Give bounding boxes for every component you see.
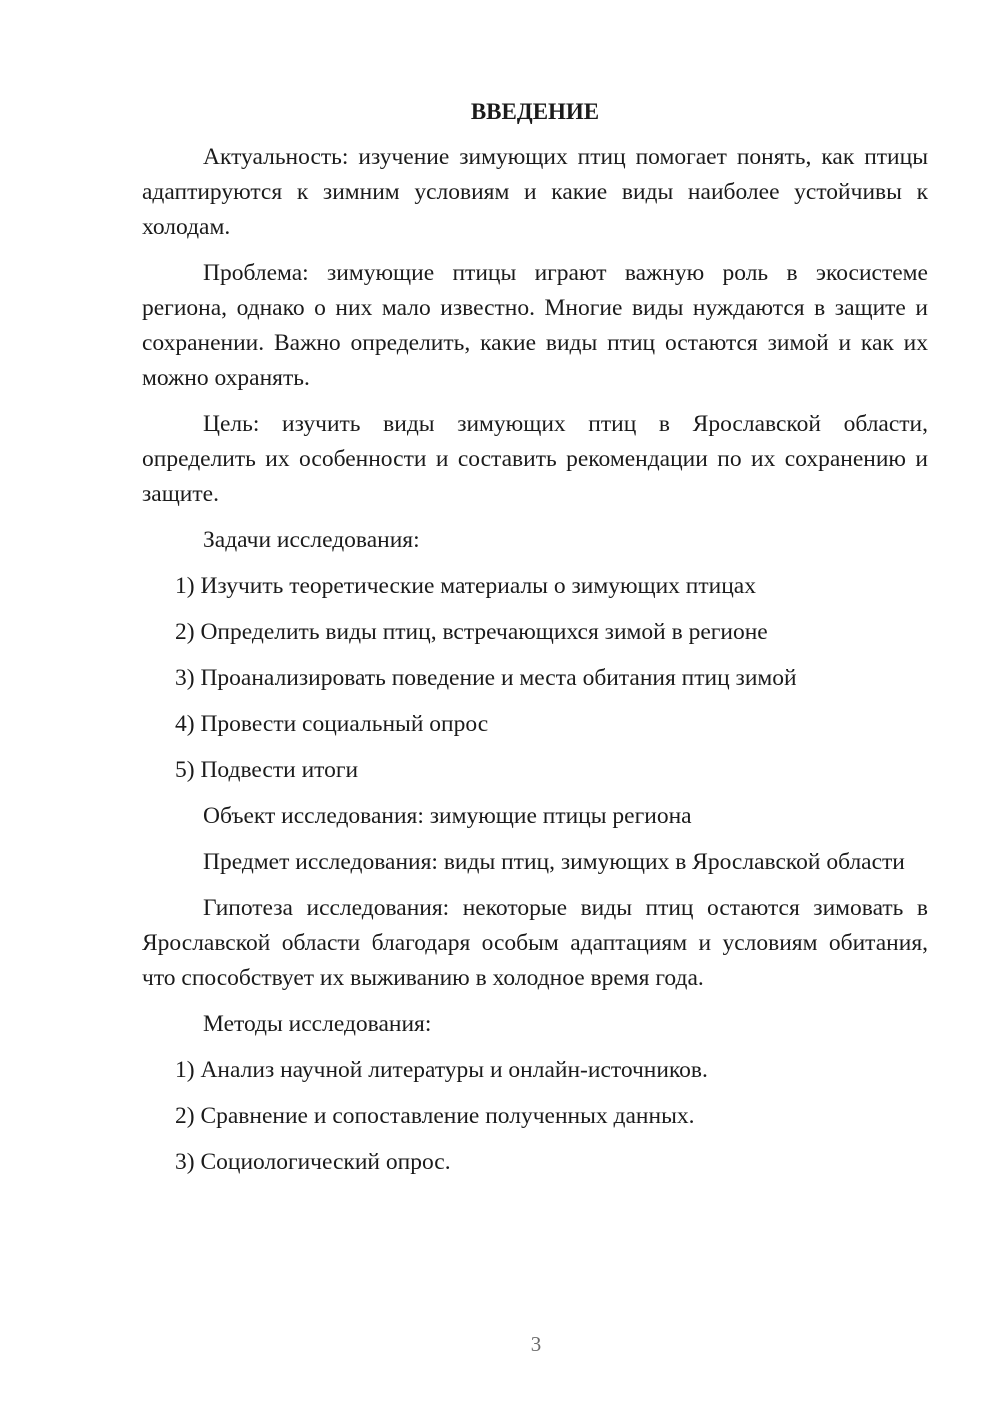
- subject-paragraph: Предмет исследования: виды птиц, зимующих в Ярославской области: [203, 849, 905, 875]
- list-item: 4) Провести социальный опрос: [175, 711, 489, 737]
- methods-list: [142, 1053, 928, 1180]
- tasks-list: [142, 569, 928, 788]
- relevance-paragraph: Актуальность: изучение зимующих птиц помогает понять, как птицы адаптируются к зимним условиям и какие виды наиболее устойчивы к холодам.: [142, 144, 928, 240]
- section-heading: ВВЕДЕНИЕ: [470, 99, 600, 124]
- document-page: [142, 94, 928, 1191]
- problem-paragraph: Проблема: зимующие птицы играют важную роль в экосистеме региона, однако о них мало известно. Многие виды нуждаются в защите и сохранении. Важно определить, какие виды птиц остаются зимой и как их можно охранять.: [142, 260, 928, 391]
- goal-paragraph: Цель: изучить виды зимующих птиц в Ярославской области, определить их особенности и составить рекомендации по их сохранению и защите.: [142, 411, 928, 507]
- list-item: 2) Определить виды птиц, встречающихся зимой в регионе: [175, 619, 768, 645]
- tasks-label: Задачи исследования:: [203, 527, 420, 553]
- list-item: 1) Изучить теоретические материалы о зимующих птицах: [175, 573, 756, 599]
- object-paragraph: Объект исследования: зимующие птицы региона: [203, 803, 692, 829]
- list-item: 1) Анализ научной литературы и онлайн-источников.: [175, 1057, 708, 1083]
- methods-label: Методы исследования:: [203, 1011, 432, 1037]
- hypothesis-paragraph: Гипотеза исследования: некоторые виды птиц остаются зимовать в Ярославской области благодаря особым адаптациям и условиям обитания, что способствует их выживанию в холодное время года.: [142, 895, 928, 991]
- page-number: 3: [530, 1332, 542, 1356]
- list-item: 3) Социологический опрос.: [175, 1149, 451, 1175]
- list-item: 3) Проанализировать поведение и места обитания птиц зимой: [175, 665, 797, 691]
- list-item: 5) Подвести итоги: [175, 757, 359, 783]
- list-item: 2) Сравнение и сопоставление полученных данных.: [175, 1103, 695, 1129]
